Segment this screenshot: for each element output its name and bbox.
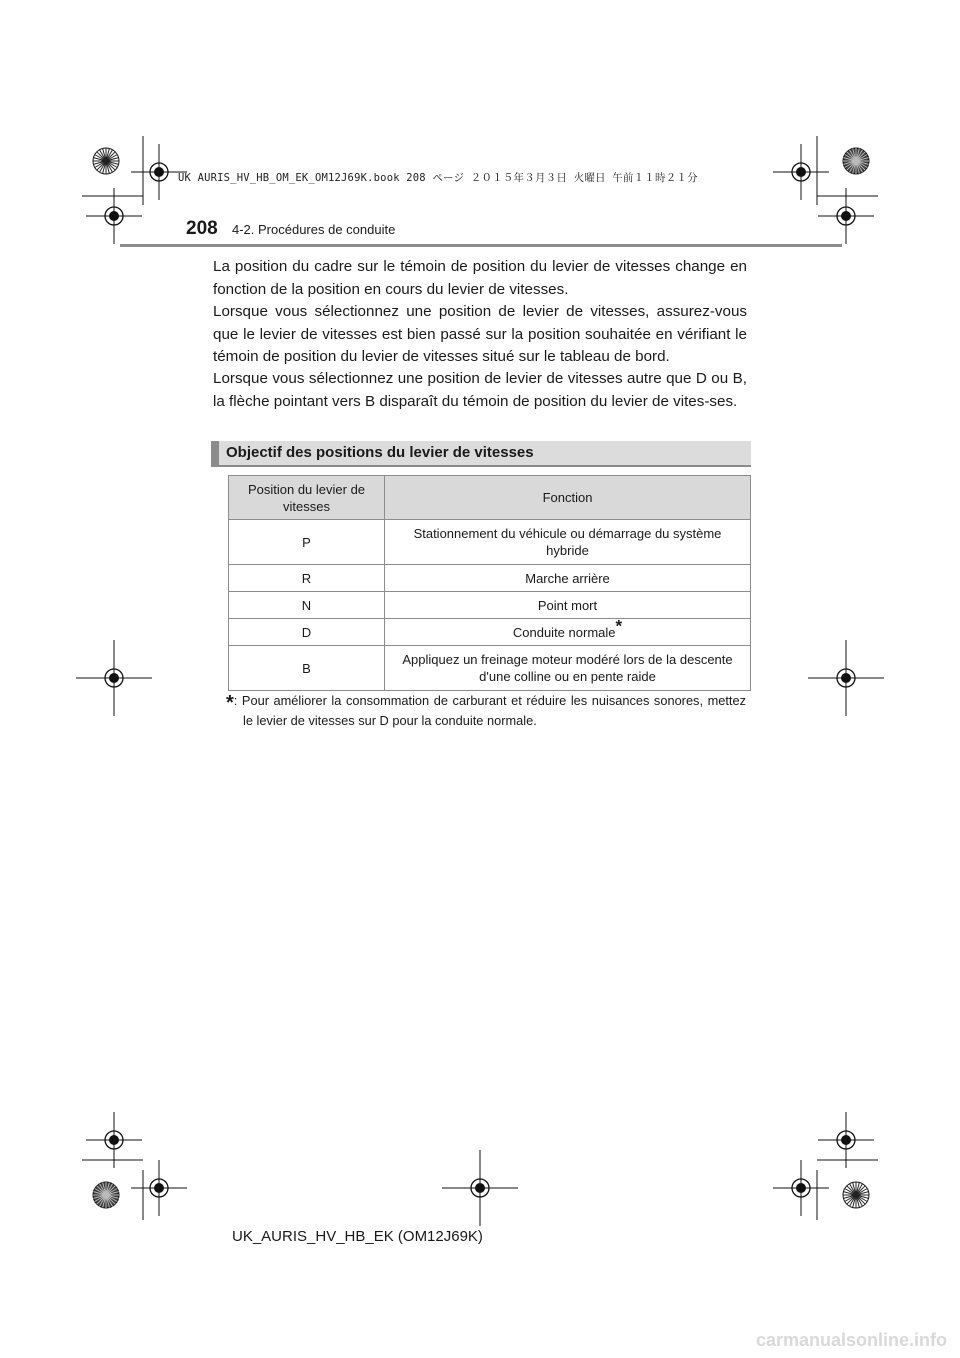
- crosshair-mark: [131, 1160, 187, 1216]
- function-cell: [385, 616, 751, 646]
- crosshair-mark: [76, 640, 152, 716]
- footnote-mark: *: [615, 616, 623, 636]
- function-cell: Stationnement du véhicule ou démarrage du système hybride: [385, 520, 751, 565]
- footnote: [226, 692, 746, 730]
- table-row: [229, 520, 751, 565]
- header-rule: [120, 244, 842, 247]
- position-cell: D: [229, 619, 385, 646]
- function-text: Conduite normale: [512, 624, 616, 640]
- print-info-line: UK AURIS_HV_HB_OM_EK_OM12J69K.book 208 ページ ２０１５年３月３日 火曜日 午前１１時２１分: [178, 172, 698, 184]
- section-title: 4-2. Procédures de conduite: [232, 222, 396, 237]
- crosshair-mark: [773, 1160, 829, 1216]
- function-cell: Marche arrière: [385, 565, 751, 592]
- section-heading: [211, 441, 751, 467]
- crosshair-mark: [442, 1150, 518, 1226]
- column-header-function: Fonction: [385, 476, 751, 520]
- registration-starburst: [93, 148, 119, 174]
- column-header-position: Position du levier de vitesses: [229, 476, 385, 520]
- table-row: [229, 565, 751, 592]
- table-row: [229, 619, 751, 646]
- table-row: [229, 646, 751, 691]
- position-cell: R: [229, 565, 385, 592]
- heading-bar: [211, 441, 219, 467]
- footnote-star: *: [226, 692, 234, 714]
- footnote-text: : Pour améliorer la consommation de carburant et réduire les nuisances sonores, mettez le levier de vitesses sur D pour la conduite normale.: [233, 693, 746, 728]
- paragraph-1: La position du cadre sur le témoin de position du levier de vitesses change en fonction de la position en cours du levier de vitesses.: [213, 258, 747, 298]
- paragraph-2: Lorsque vous sélectionnez une position de levier de vitesses, assurez-vous que le levier de vitesses est bien passé sur la position souhaitée en vérifiant le témoin de position du levier de vitesses situé sur le tableau de bord.: [213, 303, 747, 365]
- paragraph-3: Lorsque vous sélectionnez une position de levier de vitesses autre que D ou B, la flèche pointant vers B disparaît du témoin de position du levier de vites-ses.: [213, 370, 747, 410]
- crosshair-mark: [773, 144, 829, 200]
- shift-positions-table: [228, 475, 751, 691]
- registration-starburst: [93, 1182, 119, 1208]
- page-number: 208: [186, 218, 218, 239]
- crosshair-mark: [808, 640, 884, 716]
- footer-model-code: UK_AURIS_HV_HB_EK (OM12J69K): [232, 1228, 483, 1245]
- function-cell: Point mort: [385, 592, 751, 619]
- table-row: [229, 592, 751, 619]
- function-cell: Appliquez un freinage moteur modéré lors de la descente d'une colline ou en pente raide: [385, 646, 751, 691]
- registration-starburst: [843, 1182, 869, 1208]
- position-cell: P: [229, 520, 385, 565]
- position-cell: N: [229, 592, 385, 619]
- registration-starburst: [843, 148, 869, 174]
- watermark: carmanualsonline.info: [756, 1330, 948, 1350]
- heading-text: Objectif des positions du levier de vitesses: [226, 444, 534, 461]
- table-header-row: [229, 476, 751, 520]
- position-cell: B: [229, 646, 385, 691]
